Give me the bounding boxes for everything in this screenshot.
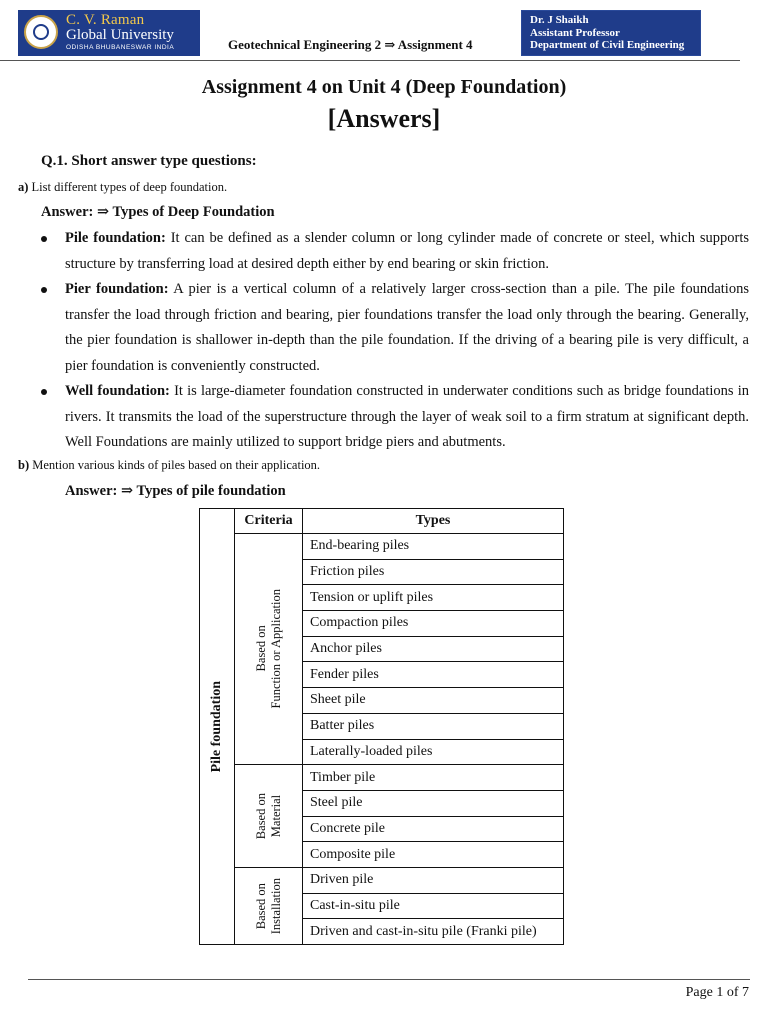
pile-types-table bbox=[199, 508, 564, 945]
pile-type-cell: Driven pile bbox=[303, 867, 564, 893]
table-row bbox=[200, 765, 564, 791]
bullet-pile-foundation bbox=[65, 226, 749, 277]
bullet-text: It can be defined as a slender column or long cylinder made of concrete or steel, which supports structure by transferring load at desired depth either by end bearing or skin friction. bbox=[65, 230, 750, 272]
criteria-material-cell bbox=[235, 765, 303, 868]
document-subtitle: [Answers] bbox=[327, 104, 441, 133]
author-department: Department of Civil Engineering bbox=[530, 39, 685, 51]
question-b-label: b) bbox=[18, 458, 30, 472]
pile-type-cell: End-bearing piles bbox=[303, 534, 564, 560]
answer-b-heading: Answer: ⇒ Types of pile foundation bbox=[65, 483, 286, 499]
table-row bbox=[200, 867, 564, 893]
pile-type-cell: Compaction piles bbox=[303, 611, 564, 637]
bullet-well-foundation bbox=[65, 379, 749, 456]
pile-type-cell: Sheet pile bbox=[303, 688, 564, 714]
pile-type-cell: Steel pile bbox=[303, 790, 564, 816]
table-row bbox=[200, 534, 564, 560]
pile-foundation-cell bbox=[200, 509, 235, 945]
pile-type-cell: Anchor piles bbox=[303, 636, 564, 662]
logo-name: C. V. Raman bbox=[66, 12, 145, 28]
bullet-icon bbox=[41, 236, 47, 242]
page-number: Page 1 of 7 bbox=[685, 985, 749, 1000]
question-heading: Q.1. Short answer type questions: bbox=[41, 153, 257, 169]
criteria-function-label: Based on Function or Application bbox=[253, 589, 283, 709]
pile-type-cell: Composite pile bbox=[303, 842, 564, 868]
document-title: Assignment 4 on Unit 4 (Deep Foundation) bbox=[201, 76, 567, 98]
bullet-text: It is large-diameter foundation constructed in underwater conditions such as bridge foundations in rivers. It transmits the load of the superstructure through the layer of weak soil to a firm stratum at significant depth. Well Foundations are mainly utilized to support bridge piers and abutments. bbox=[65, 383, 749, 450]
answer-a-heading: Answer: ⇒ Types of Deep Foundation bbox=[41, 204, 275, 220]
footer-divider bbox=[28, 979, 750, 980]
pile-type-cell: Driven and cast-in-situ pile (Franki pile) bbox=[303, 919, 564, 945]
pile-type-cell: Concrete pile bbox=[303, 816, 564, 842]
logo-university: Global University bbox=[66, 27, 174, 43]
pile-type-cell: Cast-in-situ pile bbox=[303, 893, 564, 919]
question-b-text: Mention various kinds of piles based on their application. bbox=[29, 458, 321, 472]
header-divider bbox=[0, 60, 740, 61]
table-header-row bbox=[200, 509, 564, 534]
bullet-term: Pier foundation: bbox=[65, 281, 169, 297]
pile-type-cell: Laterally-loaded piles bbox=[303, 739, 564, 765]
pile-type-cell: Timber pile bbox=[303, 765, 564, 791]
bullet-term: Well foundation: bbox=[65, 383, 170, 399]
logo-location: ODISHA BHUBANESWAR INDIA bbox=[66, 44, 175, 51]
question-a-text: List different types of deep foundation. bbox=[28, 180, 228, 194]
bullet-icon bbox=[41, 389, 47, 395]
pile-type-cell: Friction piles bbox=[303, 559, 564, 585]
criteria-installation-cell bbox=[235, 867, 303, 944]
criteria-header: Criteria bbox=[235, 509, 303, 534]
pile-foundation-label: Pile foundation bbox=[209, 680, 224, 773]
pile-type-cell: Batter piles bbox=[303, 713, 564, 739]
bullet-text: A pier is a vertical column of a relatively larger cross-section than a pile. The pile foundations transfer the load through friction and bearing, pier foundations transfer the load only through the bearing. Generally, the pier foundation is shallower in-depth than the pile foundation. If the driving of a bearing pile is very difficult, a pier foundation is conveniently constructed. bbox=[65, 281, 749, 374]
author-designation: Assistant Professor bbox=[530, 26, 620, 39]
pile-type-cell: Tension or uplift piles bbox=[303, 585, 564, 611]
author-box bbox=[521, 10, 701, 56]
bullet-icon bbox=[41, 287, 47, 293]
bullet-pier-foundation bbox=[65, 277, 749, 379]
university-seal-icon bbox=[24, 15, 58, 49]
bullet-term: Pile foundation: bbox=[65, 230, 166, 246]
university-logo bbox=[18, 10, 200, 56]
question-a-label: a) bbox=[18, 180, 29, 194]
question-a bbox=[18, 180, 227, 195]
header-course: Geotechnical Engineering 2 ⇒ Assignment 4 bbox=[228, 37, 473, 52]
criteria-material-label: Based on Material bbox=[253, 792, 283, 840]
criteria-installation-label: Based on Installation bbox=[253, 877, 283, 935]
question-b bbox=[18, 458, 320, 473]
pile-type-cell: Fender piles bbox=[303, 662, 564, 688]
author-name: Dr. J Shaikh bbox=[530, 14, 589, 26]
criteria-function-cell bbox=[235, 534, 303, 765]
types-header: Types bbox=[303, 509, 564, 534]
